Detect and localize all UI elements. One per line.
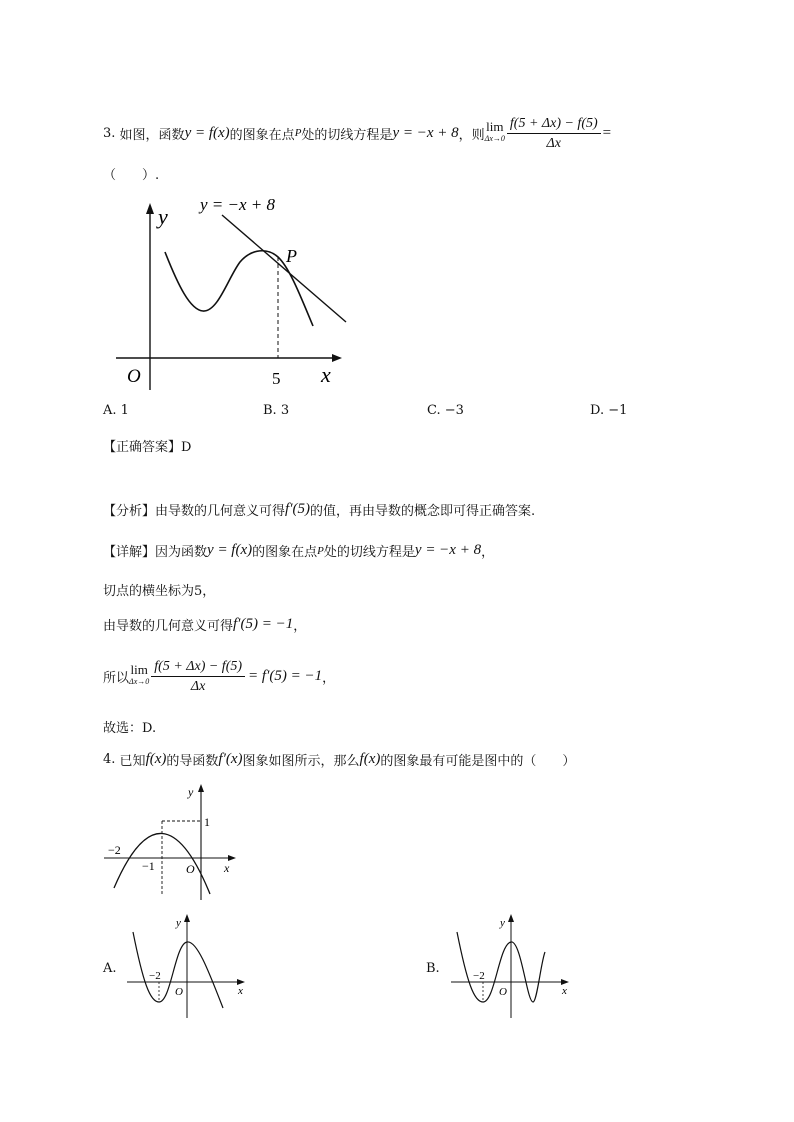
detail-line-1: 【详解】 因为函数 y = f(x) 的图象在点 P 处的切线方程是 y = −x + 8 ， — [103, 542, 495, 560]
y-axis-arrow — [146, 203, 154, 214]
q3-stem — [103, 115, 611, 151]
detail-line-3: 由导数的几何意义可得 f′(5) = −1 ， — [103, 616, 307, 634]
origin-label: O — [186, 862, 195, 876]
q4-option-b-graph[interactable] — [449, 912, 574, 1020]
q3-point: P — [294, 127, 302, 139]
q3-limit: lim Δx→0 — [484, 119, 505, 143]
q3-fraction — [507, 115, 601, 152]
detail-fraction: $\frac{f(5 + \Delta x) - f(5)}{\Delta x}$ — [151, 658, 245, 695]
x-axis-label: x — [321, 362, 331, 387]
q3-graph — [110, 190, 360, 395]
answer-line — [103, 436, 191, 455]
tangent-line — [222, 215, 346, 322]
y-axis-arrow — [508, 914, 514, 922]
x-axis-label: x — [238, 985, 243, 997]
q3-option-d[interactable]: D. −1 — [590, 403, 628, 418]
analysis-text-b: 的值，再由导数的概念即可得正确答案. — [309, 504, 536, 519]
q3-option-b[interactable]: B. 3 — [263, 403, 290, 418]
q3-func: y = f(x) — [184, 124, 230, 141]
q3-text-a: 如图，函数 — [119, 127, 185, 143]
q3-option-a[interactable]: A. 1 — [103, 403, 129, 418]
q4-option-a-label[interactable]: A. — [103, 961, 117, 976]
q4-number: 4. — [103, 752, 116, 767]
detail-line-2: 切点的横坐标为5， — [103, 584, 216, 599]
q3-text-d: ，则 — [458, 127, 485, 143]
q3-frac-num: f(5 + Δx) − f(5) — [507, 115, 601, 134]
tick-neg2-label: −2 — [108, 843, 121, 857]
tick-neg1-label: −1 — [142, 859, 155, 873]
detail-line-5: 故选：D. — [103, 721, 157, 736]
x-axis-label: x — [562, 985, 567, 997]
point-p-label: P — [286, 246, 297, 266]
y-axis-label: y — [158, 204, 168, 229]
detail-line-4: 所以 lim Δx→0 $\frac{f(5 + \Delta x) - f(5)}{\Delta x}$ = f′(5) = −1 ， — [103, 658, 336, 694]
q4-option-a-graph[interactable] — [125, 912, 250, 1020]
detail-tangent: y = −x + 8 — [414, 542, 482, 558]
detail-func: y = f(x) — [207, 542, 253, 558]
tick-5-label: 5 — [272, 369, 281, 388]
q4-derivative-graph — [100, 782, 245, 904]
q3-text-b: 的图象在点 — [229, 127, 295, 143]
answer-value: D — [181, 440, 192, 455]
q3-paren: （ ）. — [103, 168, 160, 183]
tick-neg2-label: −2 — [473, 970, 485, 982]
answer-label: 【正确答案】 — [103, 440, 182, 455]
q3-text-c: 处的切线方程是 — [301, 127, 393, 143]
detail-derivative: f′(5) = −1 — [233, 616, 294, 632]
x-axis-label: x — [224, 861, 230, 875]
tick-1-label: 1 — [204, 815, 210, 829]
detail-limit: lim Δx→0 — [129, 662, 150, 686]
y-axis-arrow — [198, 784, 204, 792]
origin-label: O — [499, 986, 507, 998]
analysis-label: 【分析】 — [103, 504, 156, 519]
analysis-line — [103, 500, 535, 519]
origin-label: O — [127, 366, 141, 387]
q3-equals: = — [602, 124, 612, 141]
analysis-expr: f′(5) — [285, 501, 310, 517]
q3-option-c[interactable]: C. −3 — [427, 403, 464, 418]
x-axis-arrow — [332, 354, 342, 362]
q3-tangent: y = −x + 8 — [392, 124, 459, 141]
y-axis-label: y — [500, 917, 505, 929]
q4-stem: 4. 已知 f(x) 的导函数 f′(x) 图象如图所示，那么 f(x) 的图象最有可能是图中的（ ） — [103, 751, 576, 769]
analysis-text-a: 由导数的几何意义可得 — [155, 504, 286, 519]
q3-frac-den: Δx — [546, 135, 561, 151]
q4-option-b-label[interactable]: B. — [426, 961, 440, 976]
y-axis-arrow — [184, 914, 190, 922]
tick-neg2-label: −2 — [149, 970, 161, 982]
y-axis-label: y — [188, 785, 194, 799]
tangent-label: y = −x + 8 — [200, 195, 276, 214]
detail-label: 【详解】 — [103, 545, 156, 560]
y-axis-label: y — [176, 917, 181, 929]
origin-label: O — [175, 986, 183, 998]
q3-number: 3. — [103, 125, 116, 141]
